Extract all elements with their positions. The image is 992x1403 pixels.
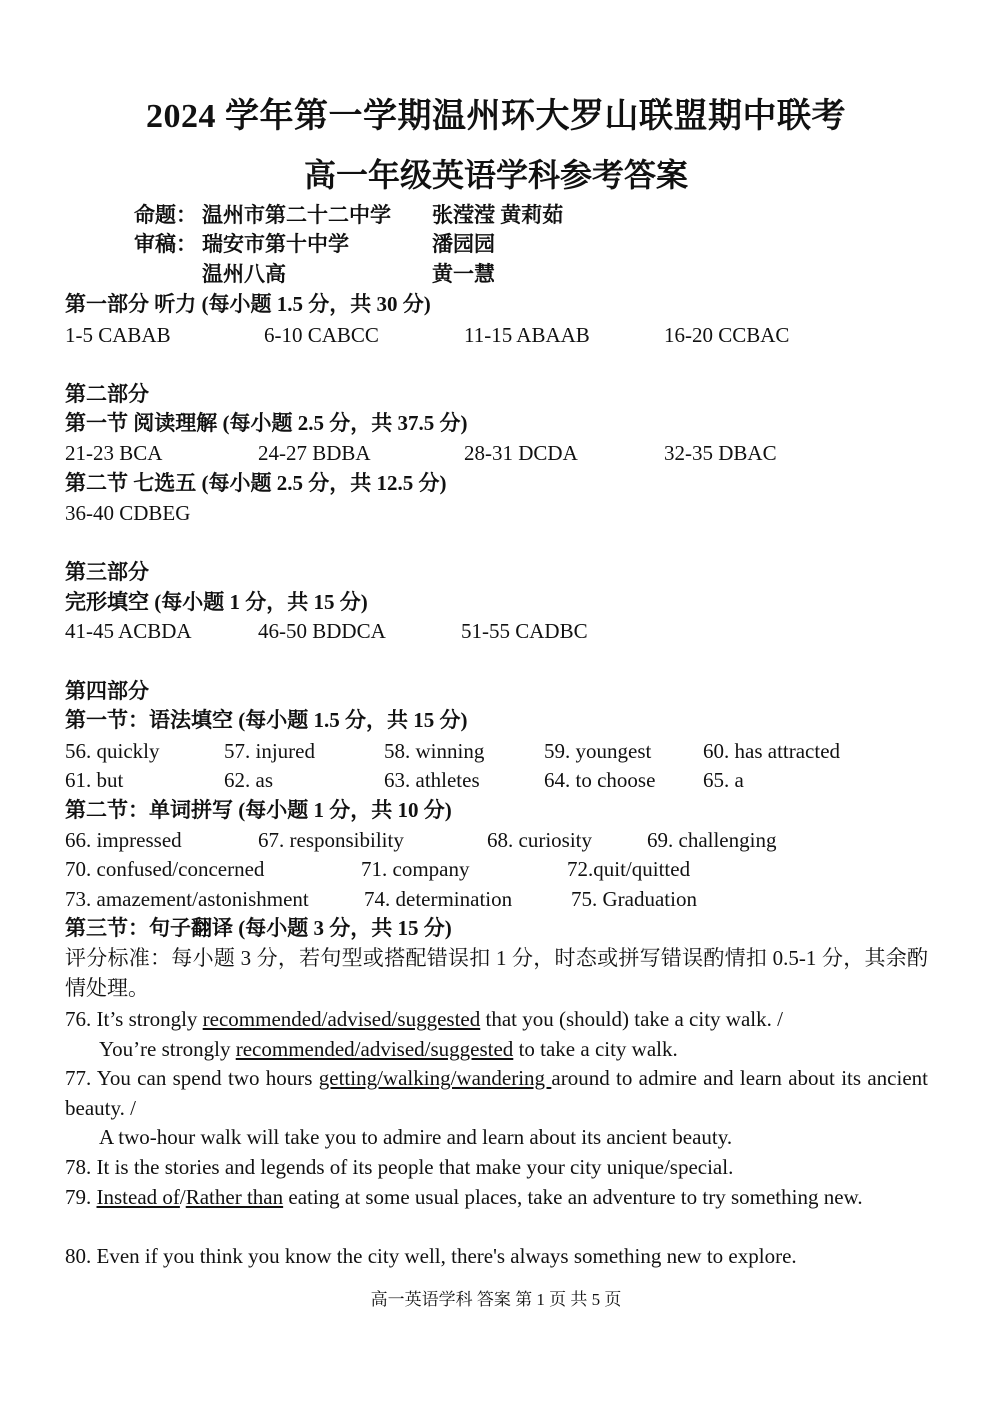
credit-school-reviewer: 瑞安市第十中学 [202,232,349,256]
translation-76b: You’re strongly recommended/advised/suggested to take a city walk. [99,1037,678,1061]
scoring-criteria: 评分标准：每小题 3 分，若句型或搭配错误扣 1 分，时态或拼写错误酌情扣 0.5-1 分，其余酌情处理。 [65,946,928,1000]
grammar-answer: 65. a [703,768,744,792]
part4-sec2-heading: 第二节：单词拼写 (每小题 1 分，共 10 分) [65,798,452,822]
spelling-answer: 67. responsibility [258,828,404,852]
spelling-answer: 75. Graduation [571,887,697,911]
answer-group: 51-55 CADBC [461,619,588,643]
part3-sec-heading: 完形填空 (每小题 1 分，共 15 分) [65,590,368,614]
answer-group: 16-20 CCBAC [664,323,790,347]
credit-names-reviewer-2: 黄一慧 [432,262,495,286]
answer-group: 36-40 CDBEG [65,501,191,525]
credit-role-setter: 命题： [134,203,197,227]
part2-heading: 第二部分 [65,382,149,406]
grammar-answer: 56. quickly [65,739,160,763]
spelling-answer: 68. curiosity [487,828,592,852]
answer-group: 46-50 BDDCA [258,619,386,643]
credit-role-reviewer: 审稿： [134,232,197,256]
translation-76a: 76. It’s strongly recommended/advised/suggested that you (should) take a city walk. / [65,1007,783,1031]
part4-sec1-heading: 第一节：语法填空 (每小题 1.5 分，共 15 分) [65,708,468,732]
credit-names-reviewer: 潘园园 [432,232,495,256]
part3-heading: 第三部分 [65,560,149,584]
credit-school-reviewer-2: 温州八高 [202,262,286,286]
answer-group: 28-31 DCDA [464,441,578,465]
answer-group: 11-15 ABAAB [464,323,590,347]
spelling-answer: 66. impressed [65,828,182,852]
grammar-answer: 64. to choose [544,768,656,792]
grammar-answer: 60. has attracted [703,739,841,763]
page-title: 2024 学年第一学期温州环大罗山联盟期中联考 [146,98,846,135]
answer-group: 21-23 BCA [65,441,163,465]
spelling-answer: 71. company [361,857,470,881]
spelling-answer: 72.quit/quitted [567,857,691,881]
grammar-answer: 59. youngest [544,739,652,763]
answer-group: 1-5 CABAB [65,323,171,347]
spelling-answer: 73. amazement/astonishment [65,887,309,911]
translation-78: 78. It is the stories and legends of its people that make your city unique/special. [65,1155,734,1179]
answer-group: 32-35 DBAC [664,441,777,465]
grammar-answer: 63. athletes [384,768,480,792]
page-subtitle: 高一年级英语学科参考答案 [303,157,688,193]
translation-77a: 77. You can spend two hours getting/walking/wandering around to admire and learn about its ancient beauty. / [65,1066,928,1120]
answer-group: 41-45 ACBDA [65,619,192,643]
translation-79: 79. Instead of/Rather than eating at some usual places, take an adventure to try something new. [65,1185,863,1209]
part4-heading: 第四部分 [65,679,149,703]
part1-heading: 第一部分 听力 (每小题 1.5 分，共 30 分) [65,292,431,316]
page-footer: 高一英语学科 答案 第 1 页 共 5 页 [370,1290,622,1309]
answer-group: 6-10 CABCC [264,323,379,347]
credit-school-setter: 温州市第二十二中学 [202,203,391,227]
grammar-answer: 61. but [65,768,124,792]
spelling-answer: 70. confused/concerned [65,857,265,881]
spelling-answer: 74. determination [364,887,513,911]
translation-80: 80. Even if you think you know the city well, there's always something new to explore. [65,1244,797,1268]
grammar-answer: 57. injured [224,739,315,763]
part2-sec1-heading: 第一节 阅读理解 (每小题 2.5 分，共 37.5 分) [65,411,468,435]
part4-sec3-heading: 第三节：句子翻译 (每小题 3 分，共 15 分) [65,916,452,940]
part2-sec2-heading: 第二节 七选五 (每小题 2.5 分，共 12.5 分) [65,471,447,495]
spelling-answer: 69. challenging [647,828,777,852]
translation-77b: A two-hour walk will take you to admire and learn about its ancient beauty. [99,1125,733,1149]
grammar-answer: 58. winning [384,739,485,763]
grammar-answer: 62. as [224,768,273,792]
answer-group: 24-27 BDBA [258,441,371,465]
credit-names-setter: 张滢滢 黄莉茹 [432,203,564,227]
